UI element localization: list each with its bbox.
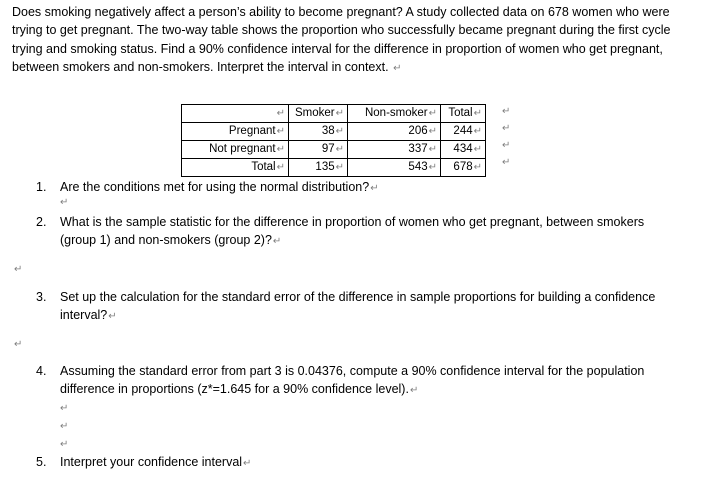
- row-end-mark-icon: ↵: [502, 140, 511, 151]
- question-number: 3.: [36, 290, 47, 304]
- table-cell: 678↵: [441, 159, 486, 177]
- question-4: [36, 362, 676, 401]
- table-header-cell: Smoker↵: [289, 105, 348, 123]
- question-text: Interpret your confidence interval: [60, 455, 243, 469]
- table-cell: 206↵: [348, 123, 441, 141]
- table-row-label: Total↵: [182, 159, 289, 177]
- cell-mark-icon: ↵: [276, 144, 285, 155]
- cell-mark-icon: ↵: [428, 108, 437, 119]
- row-end-mark-icon: ↵: [502, 106, 511, 117]
- cell-mark-icon: ↵: [428, 162, 437, 173]
- table-row: [182, 159, 486, 177]
- problem-intro: [12, 3, 702, 78]
- question-number: 5.: [36, 455, 47, 469]
- two-way-table: [181, 104, 486, 177]
- table-header-row: [182, 105, 486, 123]
- question-text: Set up the calculation for the standard error of the difference in sample proportions for building a confidence interval?: [60, 290, 656, 323]
- question-number: 2.: [36, 215, 47, 229]
- paragraph-mark-icon: ↵: [393, 62, 402, 74]
- paragraph-mark-icon: ↵: [60, 439, 69, 450]
- question-text: Are the conditions met for using the normal distribution?: [60, 180, 370, 194]
- table-cell: 434↵: [441, 141, 486, 159]
- table-cell: 97↵: [289, 141, 348, 159]
- cell-mark-icon: ↵: [473, 108, 482, 119]
- table-header-cell: Non-smoker↵: [348, 105, 441, 123]
- question-number: 1.: [36, 180, 47, 194]
- table-cell: 337↵: [348, 141, 441, 159]
- cell-mark-icon: ↵: [335, 126, 344, 137]
- paragraph-mark-icon: ↵: [14, 339, 23, 350]
- cell-mark-icon: ↵: [473, 126, 482, 137]
- paragraph-mark-icon: ↵: [108, 311, 117, 323]
- question-2: [36, 213, 676, 252]
- table-row-label: Pregnant↵: [182, 123, 289, 141]
- cell-mark-icon: ↵: [335, 162, 344, 173]
- cell-mark-icon: ↵: [473, 162, 482, 173]
- cell-mark-icon: ↵: [428, 126, 437, 137]
- question-number: 4.: [36, 364, 47, 378]
- paragraph-mark-icon: ↵: [60, 197, 69, 208]
- question-1: [36, 178, 676, 198]
- intro-text: Does smoking negatively affect a person’s ability to become pregnant? A study collected data on 678 women who were trying to get pregnant. The two-way table shows the proportion who successfully became pregnant during the first cycle trying and smoking status. Find a 90% confidence interval for the difference in proportion of women who get pregnant, between smokers and non-smokers. Interpret the interval in context.: [12, 5, 671, 74]
- paragraph-mark-icon: ↵: [60, 421, 69, 432]
- cell-mark-icon: ↵: [276, 162, 285, 173]
- paragraph-mark-icon: ↵: [243, 458, 252, 469]
- table-row-label: Not pregnant↵: [182, 141, 289, 159]
- question-5: [36, 453, 676, 473]
- table-row: [182, 123, 486, 141]
- paragraph-mark-icon: ↵: [60, 403, 69, 414]
- cell-mark-icon: ↵: [276, 126, 285, 137]
- table-cell: 135↵: [289, 159, 348, 177]
- question-3: [36, 288, 676, 327]
- table-header-cell: Total↵: [441, 105, 486, 123]
- table-cell: 244↵: [441, 123, 486, 141]
- table-row: [182, 141, 486, 159]
- cell-mark-icon: ↵: [335, 144, 344, 155]
- question-text: Assuming the standard error from part 3 is 0.04376, compute a 90% confidence interval for the population difference in proportions (z*=1.645 for a 90% confidence level).: [60, 364, 645, 397]
- paragraph-mark-icon: ↵: [409, 385, 419, 397]
- row-end-mark-icon: ↵: [502, 157, 511, 168]
- cell-mark-icon: ↵: [276, 108, 285, 119]
- cell-mark-icon: ↵: [335, 108, 344, 119]
- paragraph-mark-icon: ↵: [14, 264, 23, 275]
- table-cell: 38↵: [289, 123, 348, 141]
- cell-mark-icon: ↵: [473, 144, 482, 155]
- paragraph-mark-icon: ↵: [272, 236, 282, 248]
- table-cell: 543↵: [348, 159, 441, 177]
- question-text: What is the sample statistic for the difference in proportion of women who get pregnant, between smokers (group 1) and non-smokers (group 2)?: [60, 215, 645, 248]
- paragraph-mark-icon: ↵: [370, 183, 379, 194]
- row-end-mark-icon: ↵: [502, 123, 511, 134]
- table-corner-cell: [182, 105, 289, 123]
- cell-mark-icon: ↵: [428, 144, 437, 155]
